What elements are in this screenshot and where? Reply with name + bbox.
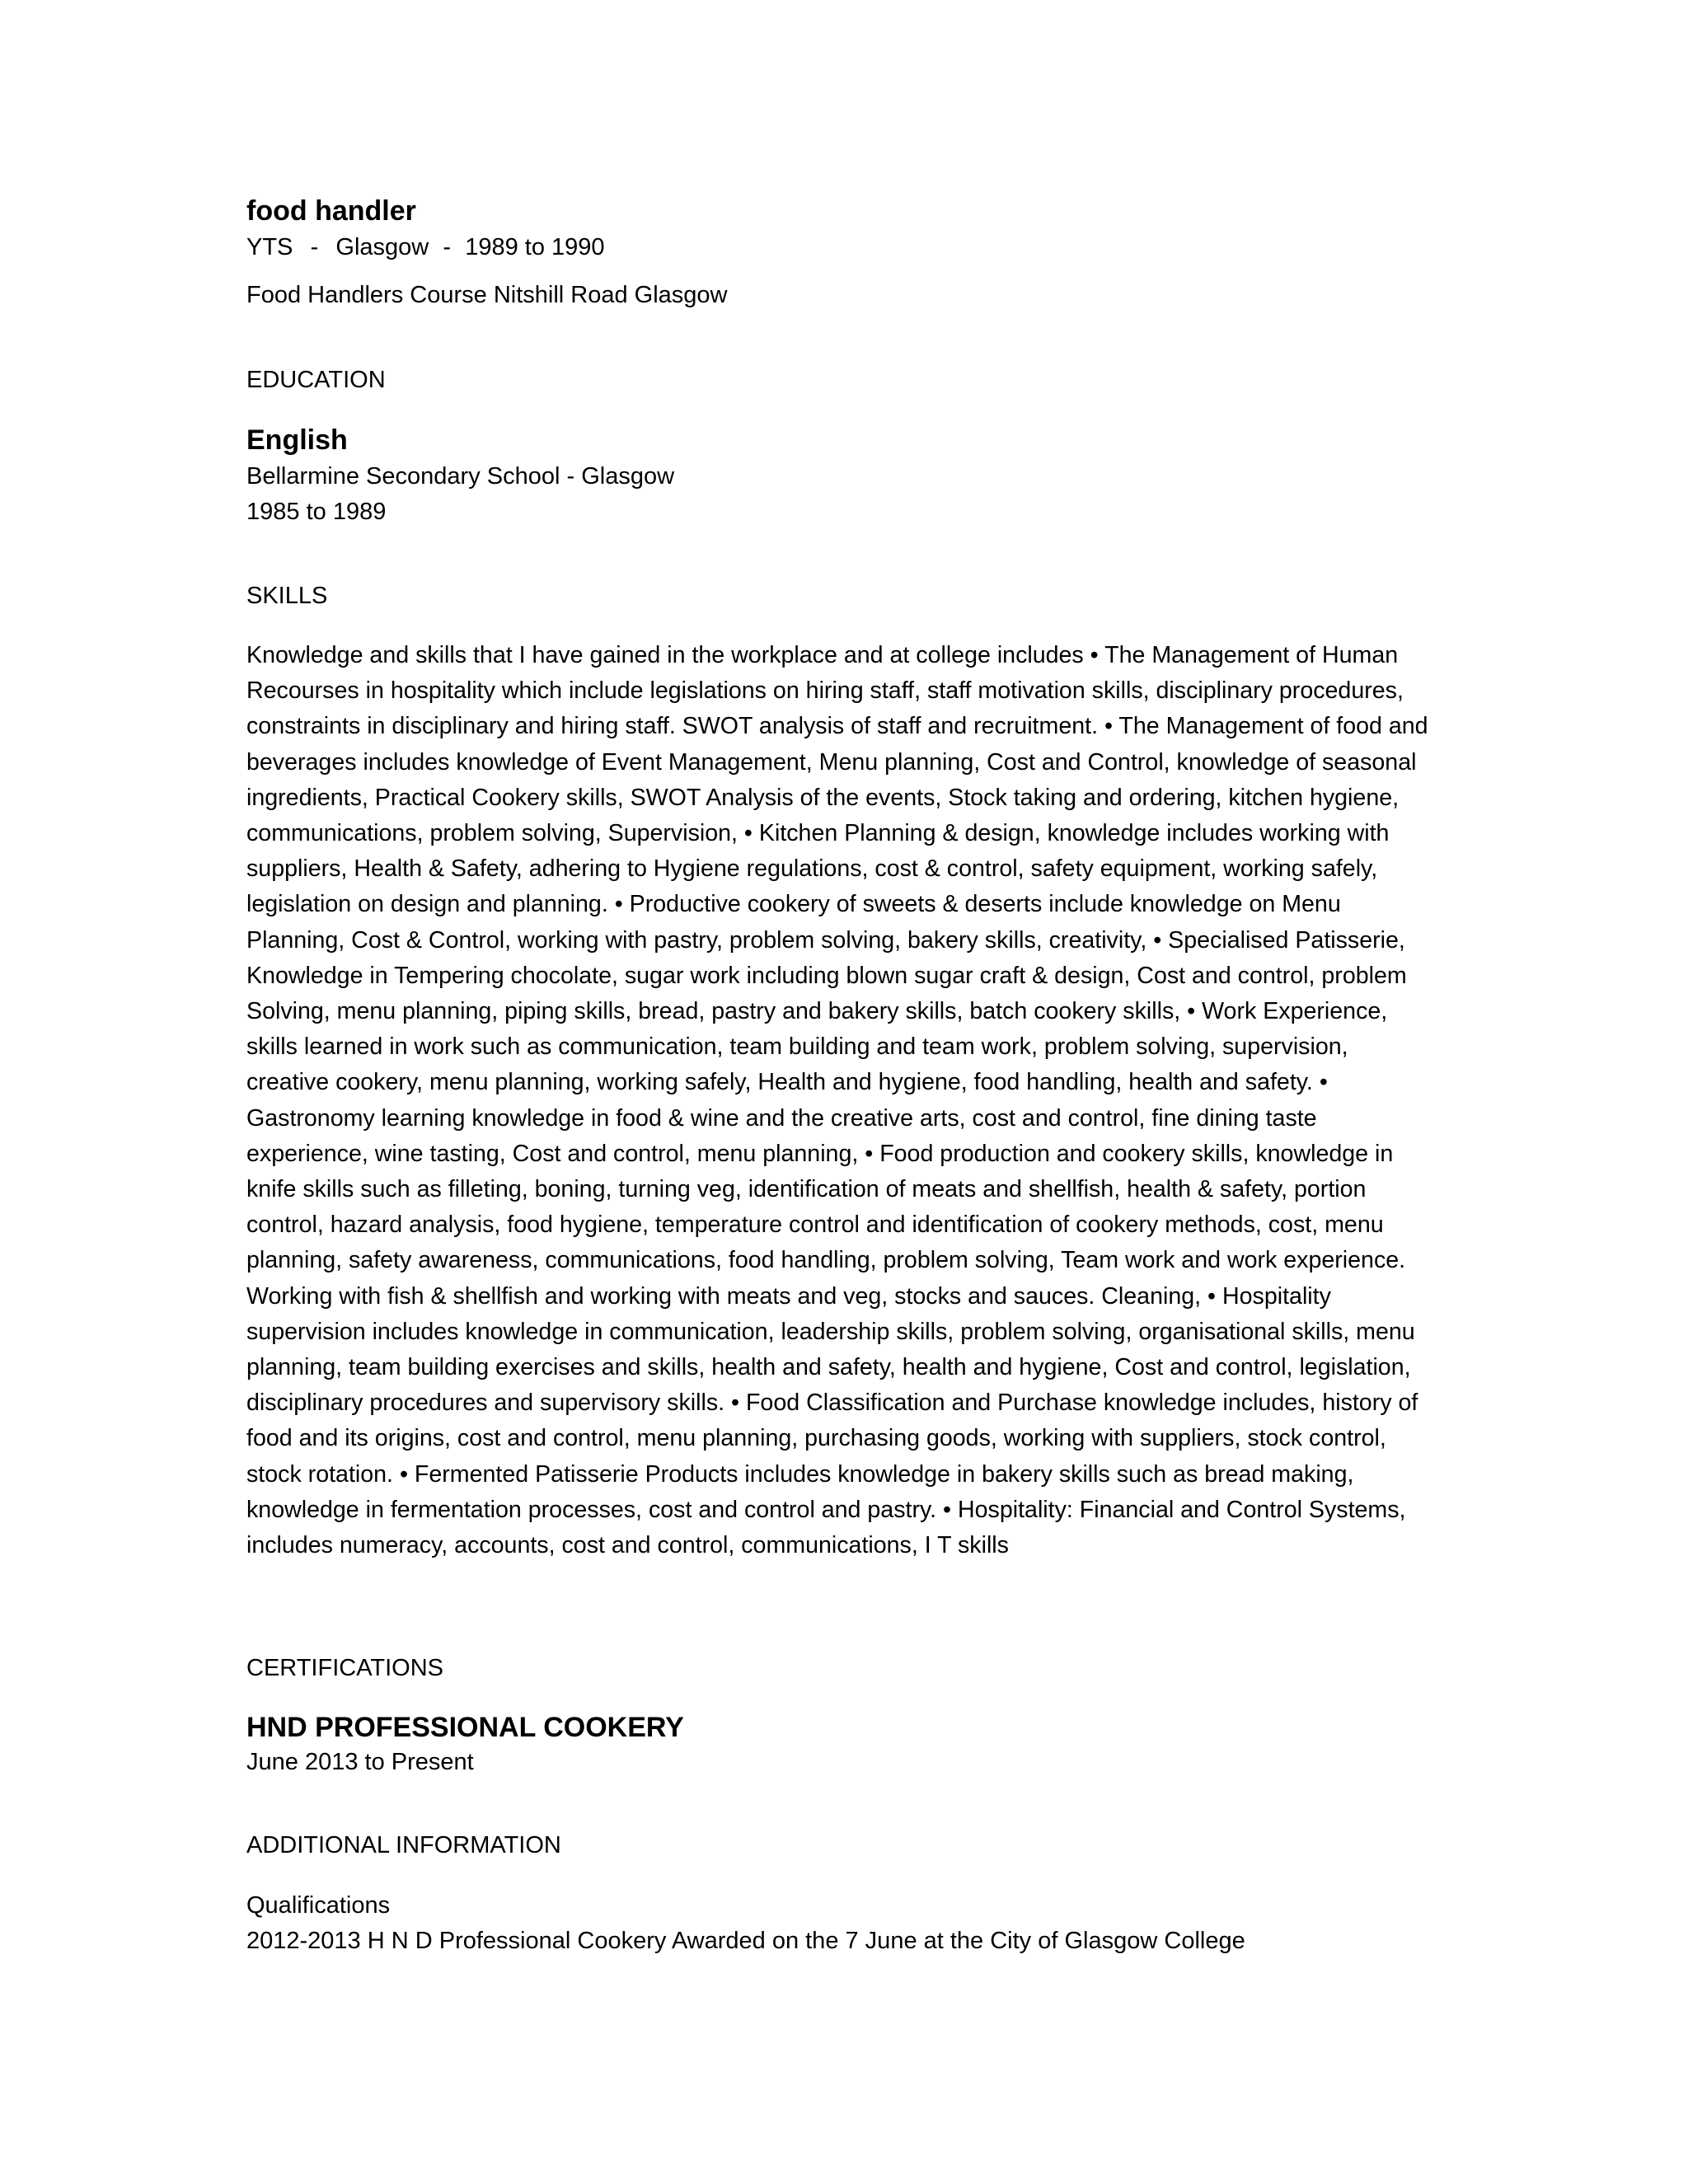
job-location: Glasgow bbox=[335, 234, 429, 260]
education-degree: English bbox=[246, 424, 348, 456]
education-dates: 1985 to 1989 bbox=[246, 499, 387, 525]
certifications-heading: CERTIFICATIONS bbox=[246, 1655, 443, 1681]
job-title: food handler bbox=[246, 195, 416, 227]
additional-info-heading: ADDITIONAL INFORMATION bbox=[246, 1832, 561, 1858]
skills-text: Knowledge and skills that I have gained in the workplace and at college includes • The Management of Human Recourses in hospitality which include legislations on hiring staff, staff motivation skills, disciplinary procedures, constraints in disciplinary and hiring staff. SWOT analysis of staff and recruitment. • The Management of food and beverages includes knowledge of Event Management, Menu planning, Cost and Control, knowledge of seasonal ingredients, Practical Cookery skills, SWOT Analysis of the events, Stock taking and ordering, kitchen hygiene, communications, problem solving, Supervision, • Kitchen Planning & design, knowledge includes working with suppliers, Health & Safety, adhering to Hygiene regulations, cost & control, safety equipment, working safely, legislation on design and planning. • Productive cookery of sweets & deserts include knowledge on Menu Planning, Cost & Control, working with pastry, problem solving, bakery skills, creativity, • Specialised Patisserie, Knowledge in Tempering chocolate, sugar work including blown sugar craft & design, Cost and control, problem Solving, menu planning, piping skills, bread, pastry and bakery skills, batch cookery skills, • Work Experience, skills learned in work such as communication, team building and team work, problem solving, supervision, creative cookery, menu planning, working safely, Health and hygiene, food handling, health and safety. • Gastronomy learning knowledge in food & wine and the creative arts, cost and control, fine dining taste experience, wine tasting, Cost and control, menu planning, • Food production and cookery skills, knowledge in knife skills such as filleting, boning, turning veg, identification of meats and shellfish, health & safety, portion control, hazard analysis, food hygiene, temperature control and identification of cookery methods, cost, menu planning, safety awareness, communications, food handling, problem solving, Team work and work experience. Working with fish & shellfish and working with meats and veg, stocks and sauces. Cleaning, • Hospitality supervision includes knowledge in communication, leadership skills, problem solving, organisational skills, menu planning, team building exercises and skills, health and safety, health and hygiene, Cost and control, legislation, disciplinary procedures and supervisory skills. • Food Classification and Purchase knowledge includes, history of food and its origins, cost and control, menu planning, purchasing goods, working with suppliers, stock control, stock rotation. • Fermented Patisserie Products includes knowledge in bakery skills such as bread making, knowledge in fermentation processes, cost and control and pastry. • Hospitality: Financial and Control Systems, includes numeracy, accounts, cost and control, communications, I T skills bbox=[246, 642, 1428, 1559]
qualifications-text: 2012-2013 H N D Professional Cookery Awarded on the 7 June at the City of Glasgow College bbox=[246, 1928, 1245, 1954]
job-meta: YTS - Glasgow - 1989 to 1990 bbox=[246, 234, 605, 260]
certification-title: HND PROFESSIONAL COOKERY bbox=[246, 1712, 684, 1743]
job-description: Food Handlers Course Nitshill Road Glasgow bbox=[246, 282, 728, 308]
education-heading: EDUCATION bbox=[246, 367, 386, 393]
skills-heading: SKILLS bbox=[246, 583, 328, 609]
job-company: YTS bbox=[246, 234, 293, 260]
education-school: Bellarmine Secondary School - Glasgow bbox=[246, 463, 675, 490]
qualifications-label: Qualifications bbox=[246, 1892, 391, 1919]
job-dates: 1989 to 1990 bbox=[465, 234, 605, 260]
certification-dates: June 2013 to Present bbox=[246, 1749, 474, 1775]
